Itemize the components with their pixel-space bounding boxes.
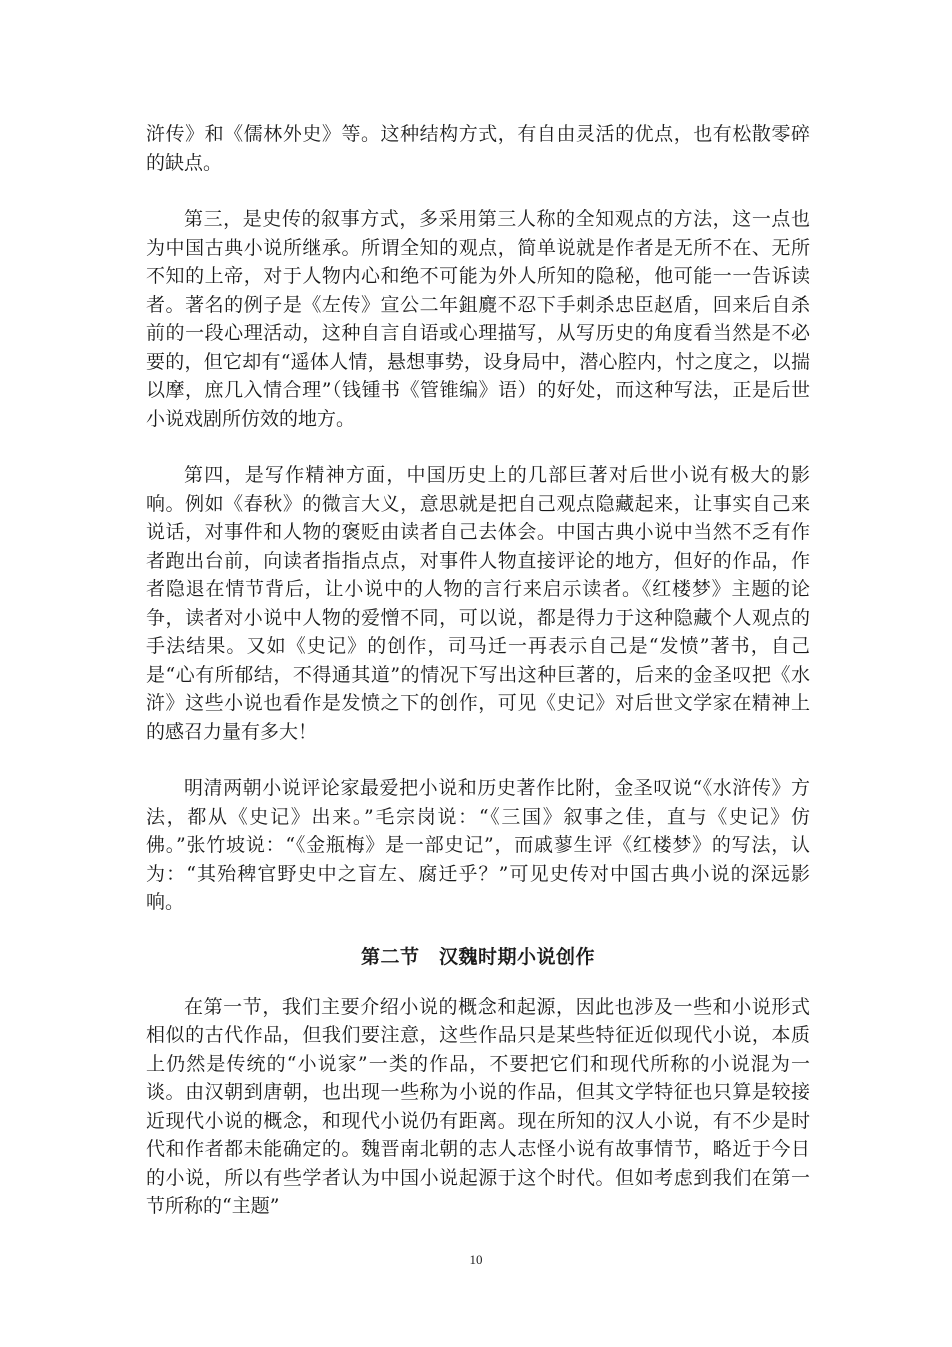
- paragraph-continued: 浒传》和《儒林外史》等。这种结构方式，有自由灵活的优点，也有松散零碎的缺点。: [146, 123, 810, 174]
- page-number: 10: [469, 1252, 483, 1267]
- paragraph-section-intro: 在第一节，我们主要介绍小说的概念和起源，因此也涉及一些和小说形式相似的古代作品，但我们要注意，这些作品只是某些特征近似现代小说，本质上仍然是传统的“小说家”一类的作品，不要把它们和现代所称的小说混为一谈。由汉朝到唐朝，也出现一些称为小说的作品，但其文学特征也只算是较接近现代小说的概念，和现代小说仍有距离。现在所知的汉人小说，有不少是时代和作者都未能确定的。魏晋南北朝的志人志怪小说有故事情节，略近于今日的小说，所以有些学者认为中国小说起源于这个时代。但如考虑到我们在第一节所称的“主题”: [146, 995, 810, 1217]
- body-text: [146, 120, 810, 1221]
- section-heading: 第二节 汉魏时期小说创作: [360, 945, 595, 968]
- paragraph-critics-comparison: 明清两朝小说评论家最爱把小说和历史著作比附，金圣叹说“《水浒传》方法，都从《史记》出来。”毛宗岗说：“《三国》叙事之佳，直与《史记》仿佛。”张竹坡说：“《金瓶梅》是一部史记”，而戚蓼生评《红楼梦》的写法，认为：“其殆稗官野史中之盲左、腐迁乎？”可见史传对中国古典小说的深远影响。: [146, 777, 810, 913]
- paragraph-third-point: 第三，是史传的叙事方式，多采用第三人称的全知观点的方法，这一点也为中国古典小说所继承。所谓全知的观点，简单说就是作者是无所不在、无所不知的上帝，对于人物内心和绝不可能为外人所知的隐秘，他可能一一告诉读者。著名的例子是《左传》宣公二年鉏麑不忍下手刺杀忠臣赵盾，回来后自杀前的一段心理活动，这种自言自语或心理描写，从写历史的角度看当然是不必要的，但它却有“遥体人情，悬想事势，设身局中，潜心腔内，忖之度之，以揣以摩，庶几入情合理”（钱锺书《管锥编》语）的好处，而这种写法，正是后世小说戏剧所仿效的地方。: [146, 208, 810, 430]
- paragraph-fourth-point: 第四，是写作精神方面，中国历史上的几部巨著对后世小说有极大的影响。例如《春秋》的微言大义，意思就是把自己观点隐藏起来，让事实自己来说话，对事件和人物的褒贬由读者自己去体会。中国古典小说中当然不乏有作者跑出台前，向读者指指点点，对事件人物直接评论的地方，但好的作品，作者隐退在情节背后，让小说中的人物的言行来启示读者。《红楼梦》主题的论争，读者对小说中人物的爱憎不同，可以说，都是得力于这种隐藏个人观点的手法结果。又如《史记》的创作，司马迁一再表示自己是“发愤”著书，自己是“心有所郁结，不得通其道”的情况下写出这种巨著的，后来的金圣叹把《水浒》这些小说也看作是发愤之下的创作，可见《史记》对后世文学家在精神上的感召力量有多大！: [146, 464, 810, 743]
